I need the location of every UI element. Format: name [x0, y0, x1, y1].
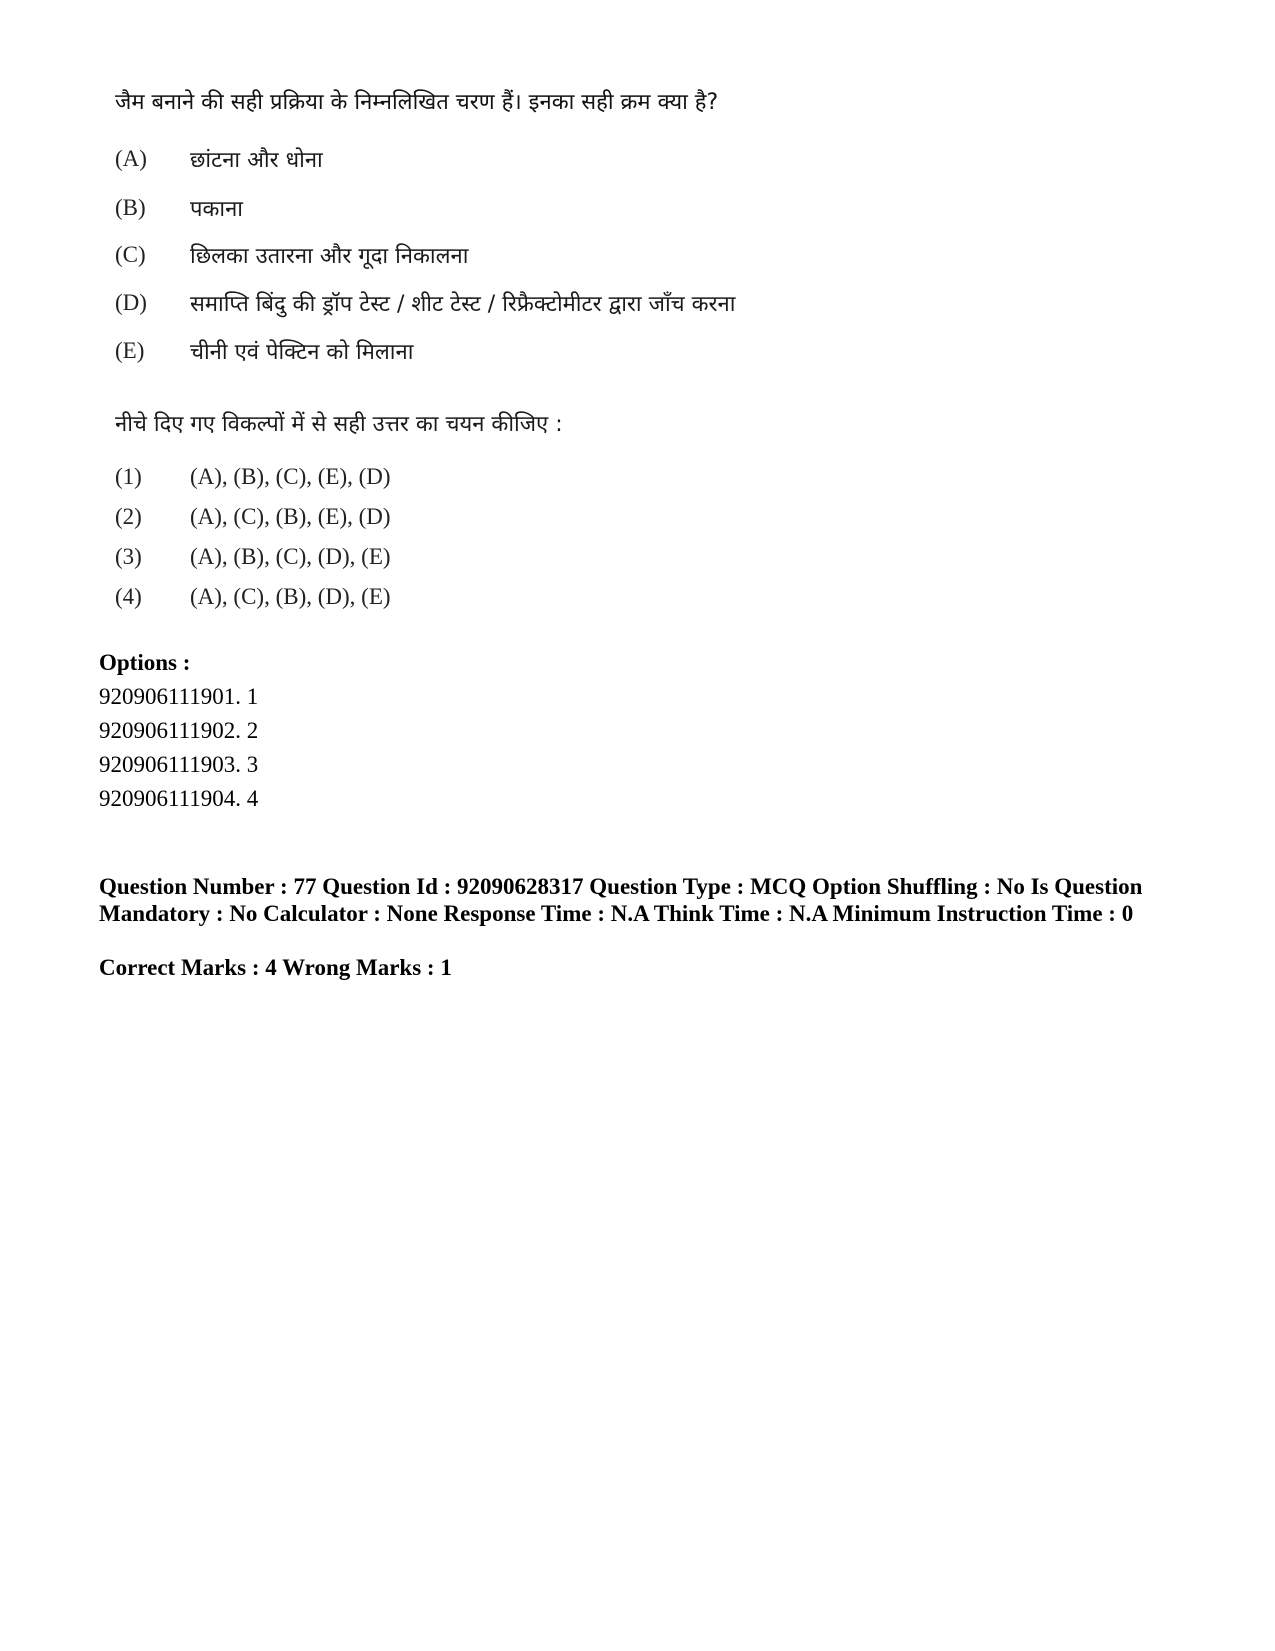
option-item: 920906111903. 3	[99, 752, 259, 777]
step-text: छांटना और धोना	[190, 148, 323, 173]
step-label: (D)	[115, 290, 147, 315]
step-row	[115, 142, 323, 176]
options-heading: Options :	[99, 650, 191, 675]
option-item: 920906111904. 4	[99, 786, 259, 811]
step-label: (C)	[115, 242, 146, 267]
question-marks: Correct Marks : 4 Wrong Marks : 1	[99, 955, 452, 980]
step-label: (B)	[115, 195, 146, 220]
question-instruction: नीचे दिए गए विकल्पों में से सही उत्तर का चयन कीजिए :	[115, 412, 563, 437]
choice-row	[115, 460, 391, 494]
choice-row	[115, 500, 391, 534]
step-row	[115, 238, 468, 272]
choice-label: (1)	[115, 464, 142, 489]
step-row	[115, 286, 735, 320]
choice-label: (3)	[115, 544, 142, 569]
choice-label: (2)	[115, 504, 142, 529]
choice-text: (A), (B), (C), (D), (E)	[190, 544, 391, 569]
question-meta-details: Question Number : 77 Question Id : 92090628317 Question Type : MCQ Option Shuffling : No Is Question Mandatory : No Calculator : None Response Time : N.A Think Time : N.A Minimum Instruction Time : 0	[99, 874, 1143, 926]
step-label: (E)	[115, 338, 145, 363]
step-row	[115, 334, 413, 368]
step-row	[115, 191, 243, 225]
option-item: 920906111901. 1	[99, 684, 259, 709]
step-label: (A)	[115, 146, 147, 171]
choice-text: (A), (C), (B), (E), (D)	[190, 504, 391, 529]
choice-text: (A), (C), (B), (D), (E)	[190, 584, 391, 609]
choice-row	[115, 540, 391, 574]
choice-text: (A), (B), (C), (E), (D)	[190, 464, 391, 489]
step-text: चीनी एवं पेक्टिन को मिलाना	[190, 340, 414, 365]
step-text: पकाना	[190, 197, 243, 222]
choice-row	[115, 580, 391, 614]
option-item: 920906111902. 2	[99, 718, 259, 743]
question-stem: जैम बनाने की सही प्रक्रिया के निम्नलिखित चरण हैं। इनका सही क्रम क्या है?	[115, 90, 719, 115]
step-text: छिलका उतारना और गूदा निकालना	[190, 244, 469, 269]
step-text: समाप्ति बिंदु की ड्रॉप टेस्ट / शीट टेस्ट / रिफ्रैक्टोमीटर द्वारा जाँच करना	[190, 292, 736, 317]
choice-label: (4)	[115, 584, 142, 609]
